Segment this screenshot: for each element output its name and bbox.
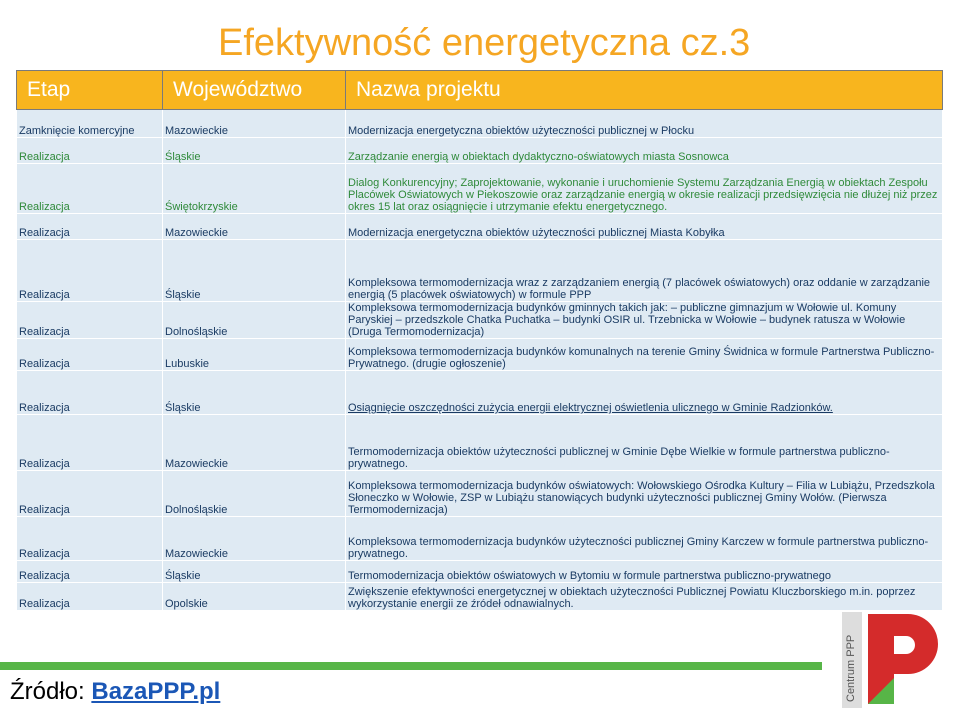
table-row bbox=[17, 164, 943, 214]
table-row bbox=[17, 240, 943, 302]
footer-green-bar bbox=[0, 662, 822, 670]
table-header-row bbox=[17, 71, 943, 110]
table-body bbox=[17, 110, 943, 611]
table-row bbox=[17, 583, 943, 611]
row-wojewodztwo-cell: Opolskie bbox=[163, 583, 346, 611]
row-wojewodztwo-cell: Śląskie bbox=[163, 561, 346, 583]
row-project-cell: Kompleksowa termomodernizacja budynków gminnych takich jak: – publiczne gimnazjum w Wołowie ul. Komuny Paryskiej – przedszkole Chatka Puchatka – budynki OSIR ul. Trzebnicka w Wołowie – budynek ratusza w Wołowie (Druga Termomodernizacja) bbox=[346, 302, 943, 339]
row-etap-cell: Realizacja bbox=[17, 302, 163, 339]
table-row bbox=[17, 110, 943, 138]
row-project-cell: Kompleksowa termomodernizacja budynków komunalnych na terenie Gminy Świdnica w formule Partnerstwa Publiczno-Prywatnego. (drugie ogłoszenie) bbox=[346, 339, 943, 371]
row-etap-cell: Realizacja bbox=[17, 240, 163, 302]
row-project-cell: Dialog Konkurencyjny; Zaprojektowanie, wykonanie i uruchomienie Systemu Zarządzania Energią w obiektach Zespołu Placówek Oświatowych w Piekoszowie oraz zarządzanie energią w okresie realizacji przedsięwzięcia nie dłużej niż przez okres 15 lat oraz osiągnięcie i utrzymanie efektu energetycznego. bbox=[346, 164, 943, 214]
row-etap-cell: Realizacja bbox=[17, 339, 163, 371]
row-project-cell: Termomodernizacja obiektów użyteczności publicznej w Gminie Dębe Wielkie w formule partnerstwa publiczno-prywatnego. bbox=[346, 415, 943, 471]
row-etap-cell: Realizacja bbox=[17, 471, 163, 517]
row-wojewodztwo-cell: Śląskie bbox=[163, 240, 346, 302]
row-wojewodztwo-cell: Śląskie bbox=[163, 371, 346, 415]
table-row bbox=[17, 371, 943, 415]
row-etap-cell: Realizacja bbox=[17, 371, 163, 415]
source-line bbox=[10, 678, 220, 706]
row-project-cell: Modernizacja energetyczna obiektów użyteczności publicznej Miasta Kobyłka bbox=[346, 214, 943, 240]
row-wojewodztwo-cell: Mazowieckie bbox=[163, 517, 346, 561]
row-etap-cell: Zamknięcie komercyjne bbox=[17, 110, 163, 138]
table-row bbox=[17, 339, 943, 371]
row-project-cell: Kompleksowa termomodernizacja wraz z zarządzaniem energią (7 placówek oświatowych) oraz oddanie w zarządzanie energią (5 placówek oświatowych) w formule PPP bbox=[346, 240, 943, 302]
row-etap-cell: Realizacja bbox=[17, 415, 163, 471]
header-nazwa-projektu: Nazwa projektu bbox=[346, 71, 943, 110]
row-etap-cell: Realizacja bbox=[17, 138, 163, 164]
row-project-cell: Zwiększenie efektywności energetycznej w obiektach użyteczności Publicznej Powiatu Kluczborskiego m.in. poprzez wykorzystanie energii ze źródeł odnawialnych. bbox=[346, 583, 943, 611]
header-wojewodztwo: Województwo bbox=[163, 71, 346, 110]
row-wojewodztwo-cell: Śląskie bbox=[163, 138, 346, 164]
row-etap-cell: Realizacja bbox=[17, 214, 163, 240]
row-wojewodztwo-cell: Mazowieckie bbox=[163, 214, 346, 240]
row-project-cell: Kompleksowa termomodernizacja budynków użyteczności publicznej Gminy Karczew w formule partnerstwa publiczno-prywatnego. bbox=[346, 517, 943, 561]
row-wojewodztwo-cell: Dolnośląskie bbox=[163, 471, 346, 517]
row-etap-cell: Realizacja bbox=[17, 583, 163, 611]
row-etap-cell: Realizacja bbox=[17, 517, 163, 561]
table-row bbox=[17, 415, 943, 471]
row-project-cell: Zarządzanie energią w obiektach dydaktyczno-oświatowych miasta Sosnowca bbox=[346, 138, 943, 164]
row-wojewodztwo-cell: Mazowieckie bbox=[163, 110, 346, 138]
table-row bbox=[17, 471, 943, 517]
projects-table bbox=[16, 70, 943, 611]
slide-title: Efektywność energetyczna cz.3 bbox=[218, 22, 751, 64]
table-row bbox=[17, 561, 943, 583]
table-row bbox=[17, 302, 943, 339]
row-project-cell: Osiągnięcie oszczędności zużycia energii elektrycznej oświetlenia ulicznego w Gminie Radzionków. bbox=[346, 371, 943, 415]
row-etap-cell: Realizacja bbox=[17, 561, 163, 583]
row-wojewodztwo-cell: Dolnośląskie bbox=[163, 302, 346, 339]
row-wojewodztwo-cell: Świętokrzyskie bbox=[163, 164, 346, 214]
table-row bbox=[17, 138, 943, 164]
row-project-cell: Termomodernizacja obiektów oświatowych w Bytomiu w formule partnerstwa publiczno-prywatnego bbox=[346, 561, 943, 583]
row-etap-cell: Realizacja bbox=[17, 164, 163, 214]
row-project-cell: Modernizacja energetyczna obiektów użyteczności publicznej w Płocku bbox=[346, 110, 943, 138]
table-row bbox=[17, 214, 943, 240]
row-wojewodztwo-cell: Lubuskie bbox=[163, 339, 346, 371]
header-etap: Etap bbox=[17, 71, 163, 110]
table-row bbox=[17, 517, 943, 561]
logo-p-shape bbox=[868, 614, 938, 704]
source-label: Źródło: bbox=[10, 678, 92, 705]
centrum-ppp-logo bbox=[838, 606, 948, 710]
source-link[interactable]: BazaPPP.pl bbox=[91, 678, 221, 705]
row-wojewodztwo-cell: Mazowieckie bbox=[163, 415, 346, 471]
row-project-cell: Kompleksowa termomodernizacja budynków oświatowych: Wołowskiego Ośrodka Kultury – Filia w Lubiążu, Przedszkola Słoneczko w Wołowie, ZSP w Lubiążu stanowiących budynki użyteczności publicznej Gminy Wołów. (Pierwsza Termomodernizacja) bbox=[346, 471, 943, 517]
logo-text: Centrum PPP bbox=[845, 634, 857, 702]
